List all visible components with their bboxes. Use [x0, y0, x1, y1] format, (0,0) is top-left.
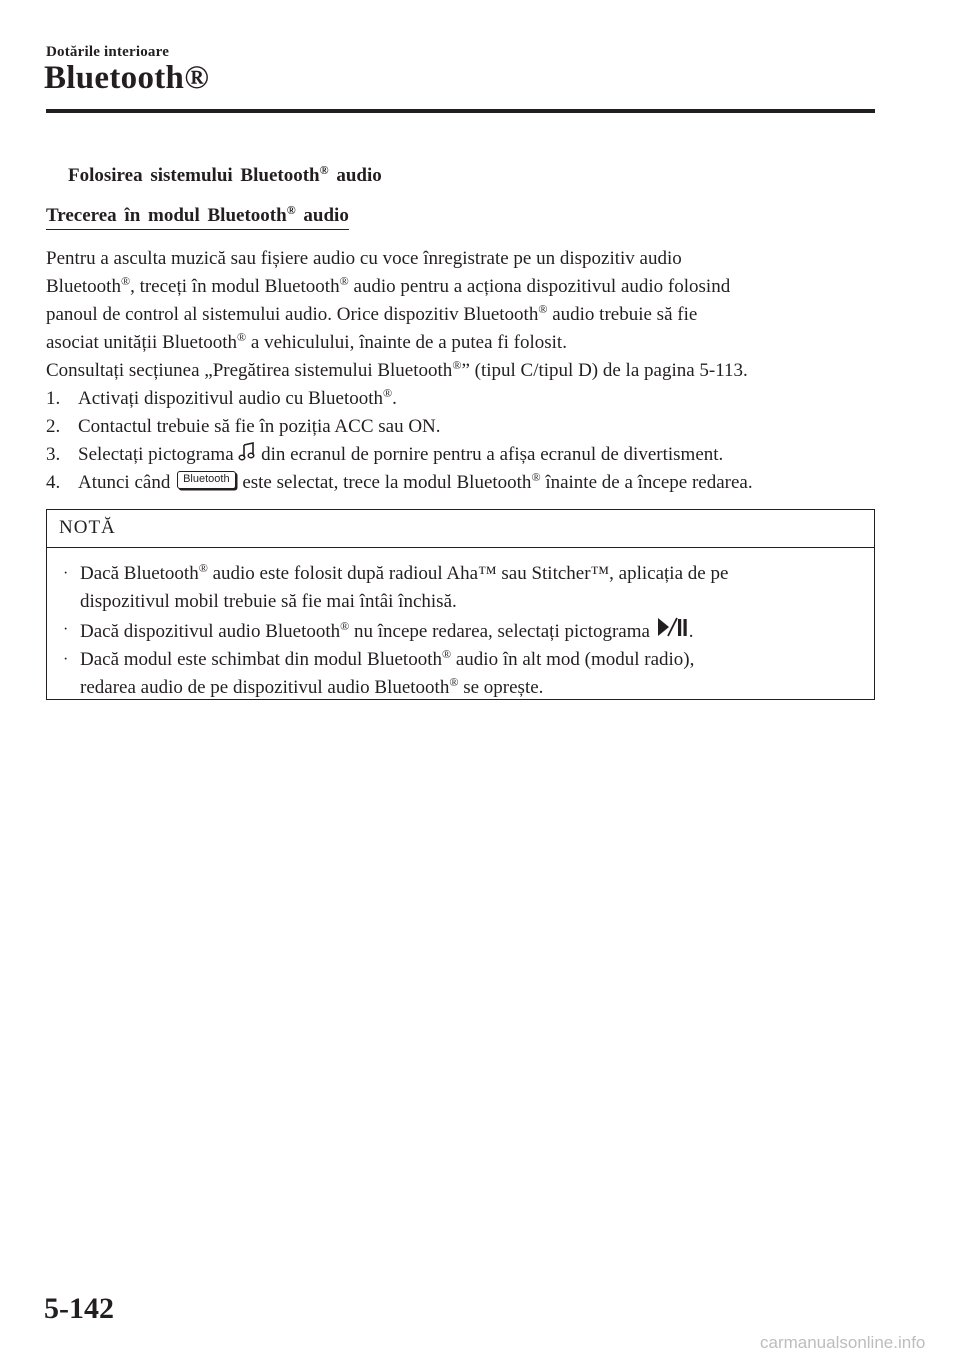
note-header: [47, 510, 874, 548]
note-item: · Dacă Bluetooth® audio este folosit după radioul Aha™ sau Stitcher™, aplicația de pe dispozitivul mobil trebuie să fie mai întâi închisă.: [63, 561, 729, 612]
step-item: 1. Activați dispozitivul audio cu Bluetooth®.: [46, 386, 397, 409]
paragraph-line: Consultați secțiunea „Pregătirea sistemului Bluetooth®” (tipul C/tipul D) de la pagina 5-113.: [46, 358, 748, 381]
chapter-title: Bluetooth®: [44, 60, 210, 96]
music-note-icon: [238, 442, 256, 462]
paragraph-line: Bluetooth®, treceți în modul Bluetooth® audio pentru a acționa dispozitivul audio folosind: [46, 274, 731, 297]
step-item: 4. Atunci când Bluetooth este selectat, trece la modul Bluetooth® înainte de a începe redarea.: [46, 470, 753, 493]
section-heading: Folosirea sistemului Bluetooth® audio: [68, 163, 382, 186]
paragraph-line: panoul de control al sistemului audio. Orice dispozitiv Bluetooth® audio trebuie să fie: [46, 302, 698, 325]
note-item: · Dacă modul este schimbat din modul Bluetooth® audio în alt mod (modul radio), redarea audio de pe dispozitivul audio Bluetooth® se oprește.: [63, 647, 695, 698]
header-rule: [46, 109, 875, 113]
subsection-heading: Trecerea în modul Bluetooth® audio: [46, 205, 349, 230]
paragraph-line: asociat unității Bluetooth® a vehiculului, înainte de a putea fi folosit.: [46, 330, 567, 353]
step-item: 2. Contactul trebuie să fie în poziția ACC sau ON.: [46, 416, 441, 437]
note-box: [46, 509, 875, 700]
note-list: [63, 560, 728, 702]
steps-list: [46, 385, 886, 497]
paragraph-line: Pentru a asculta muzică sau fișiere audio cu voce înregistrate pe un dispozitiv audio: [46, 248, 682, 269]
bluetooth-button[interactable]: Bluetooth: [177, 471, 235, 489]
page-number: 5-142: [44, 1292, 114, 1325]
play-pause-icon: [655, 616, 689, 638]
body-text: [46, 245, 886, 497]
section-label: Dotările interioare: [46, 44, 170, 60]
step-item: 3. Selectați pictograma din ecranul de pornire pentru a afișa ecranul de divertisment.: [46, 444, 724, 465]
watermark: carmanualsonline.info: [760, 1333, 926, 1352]
note-item: · Dacă dispozitivul audio Bluetooth® nu începe redarea, selectați pictograma .: [63, 616, 728, 646]
note-title: NOTĂ: [59, 517, 116, 538]
